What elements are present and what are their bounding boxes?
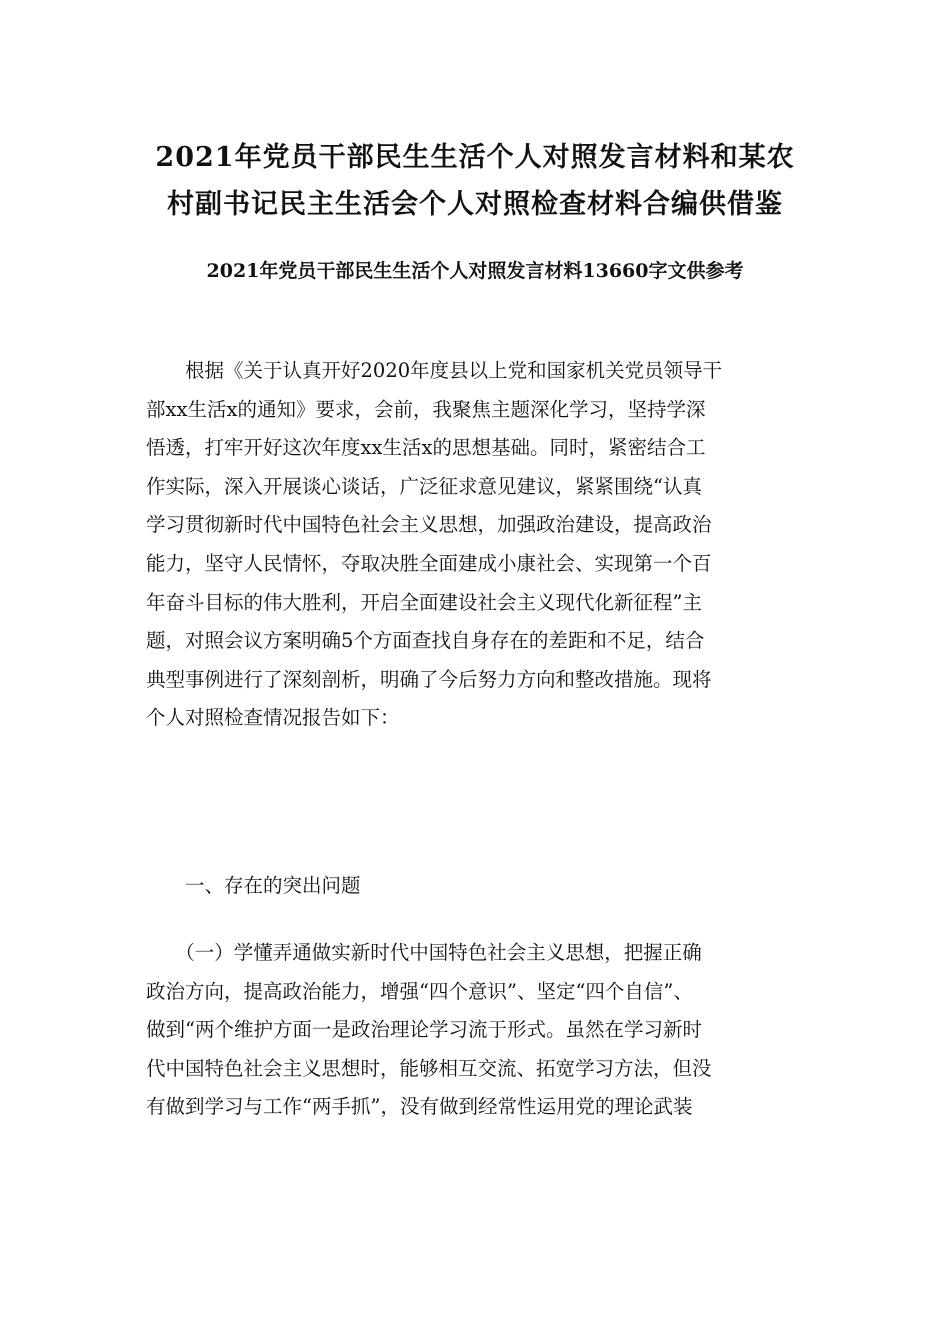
paragraph-line: 个人对照检查情况报告如下： (146, 706, 400, 730)
paragraph-line: 部xx生活x的通知》要求，会前，我聚焦主题深化学习，坚持学深 (146, 397, 706, 421)
paragraph-line: 代中国特色社会主义思想时，能够相互交流、拓宽学习方法，但没 (146, 1056, 712, 1080)
paragraph-line: 政治方向，提高政治能力，增强“四个意识”、坚定“四个自信”、 (146, 979, 693, 1003)
intro-paragraph (146, 352, 806, 738)
section-heading (146, 867, 806, 906)
paragraph-line: 题，对照会议方案明确5个方面查找自身存在的差距和不足，结合 (146, 629, 705, 653)
paragraph-line: 学习贯彻新时代中国特色社会主义思想，加强政治建设，提高政治 (146, 513, 712, 537)
section-paragraph (146, 934, 806, 1127)
title-line: 2021年党员干部民生生活个人对照发言材料和某农 (155, 142, 795, 173)
paragraph-line: 作实际，深入开展谈心谈话，广泛征求意见建议，紧紧围绕“认真 (146, 474, 702, 498)
paragraph-line: 能力，坚守人民情怀，夺取决胜全面建成小康社会、实现第一个百 (146, 551, 712, 575)
title-line: 村副书记民主生活会个人对照检查材料合编供借鉴 (167, 189, 783, 220)
paragraph-line: 悟透，打牢开好这次年度xx生活x的思想基础。同时，紧密结合工 (146, 436, 706, 460)
paragraph-line: 年奋斗目标的伟大胜利，开启全面建设社会主义现代化新征程”主 (146, 590, 702, 614)
document-title (130, 134, 820, 228)
paragraph-line: （一）学懂弄通做实新时代中国特色社会主义思想，把握正确 (146, 941, 702, 964)
paragraph-line: 做到“两个维护方面一是政治理论学习流于形式。虽然在学习新时 (146, 1018, 702, 1042)
section-heading-text: 一、存在的突出问题 (146, 874, 361, 897)
paragraph-line: 有做到学习与工作“两手抓”，没有做到经常性运用党的理论武装 (146, 1095, 693, 1119)
paragraph-line: 根据《关于认真开好2020年度县以上党和国家机关党员领导干 (146, 359, 723, 382)
document-subtitle: 2021年党员干部民生生活个人对照发言材料13660字文供参考 (206, 260, 744, 282)
paragraph-line: 典型事例进行了深刻剖析，明确了今后努力方向和整改措施。现将 (146, 667, 712, 691)
